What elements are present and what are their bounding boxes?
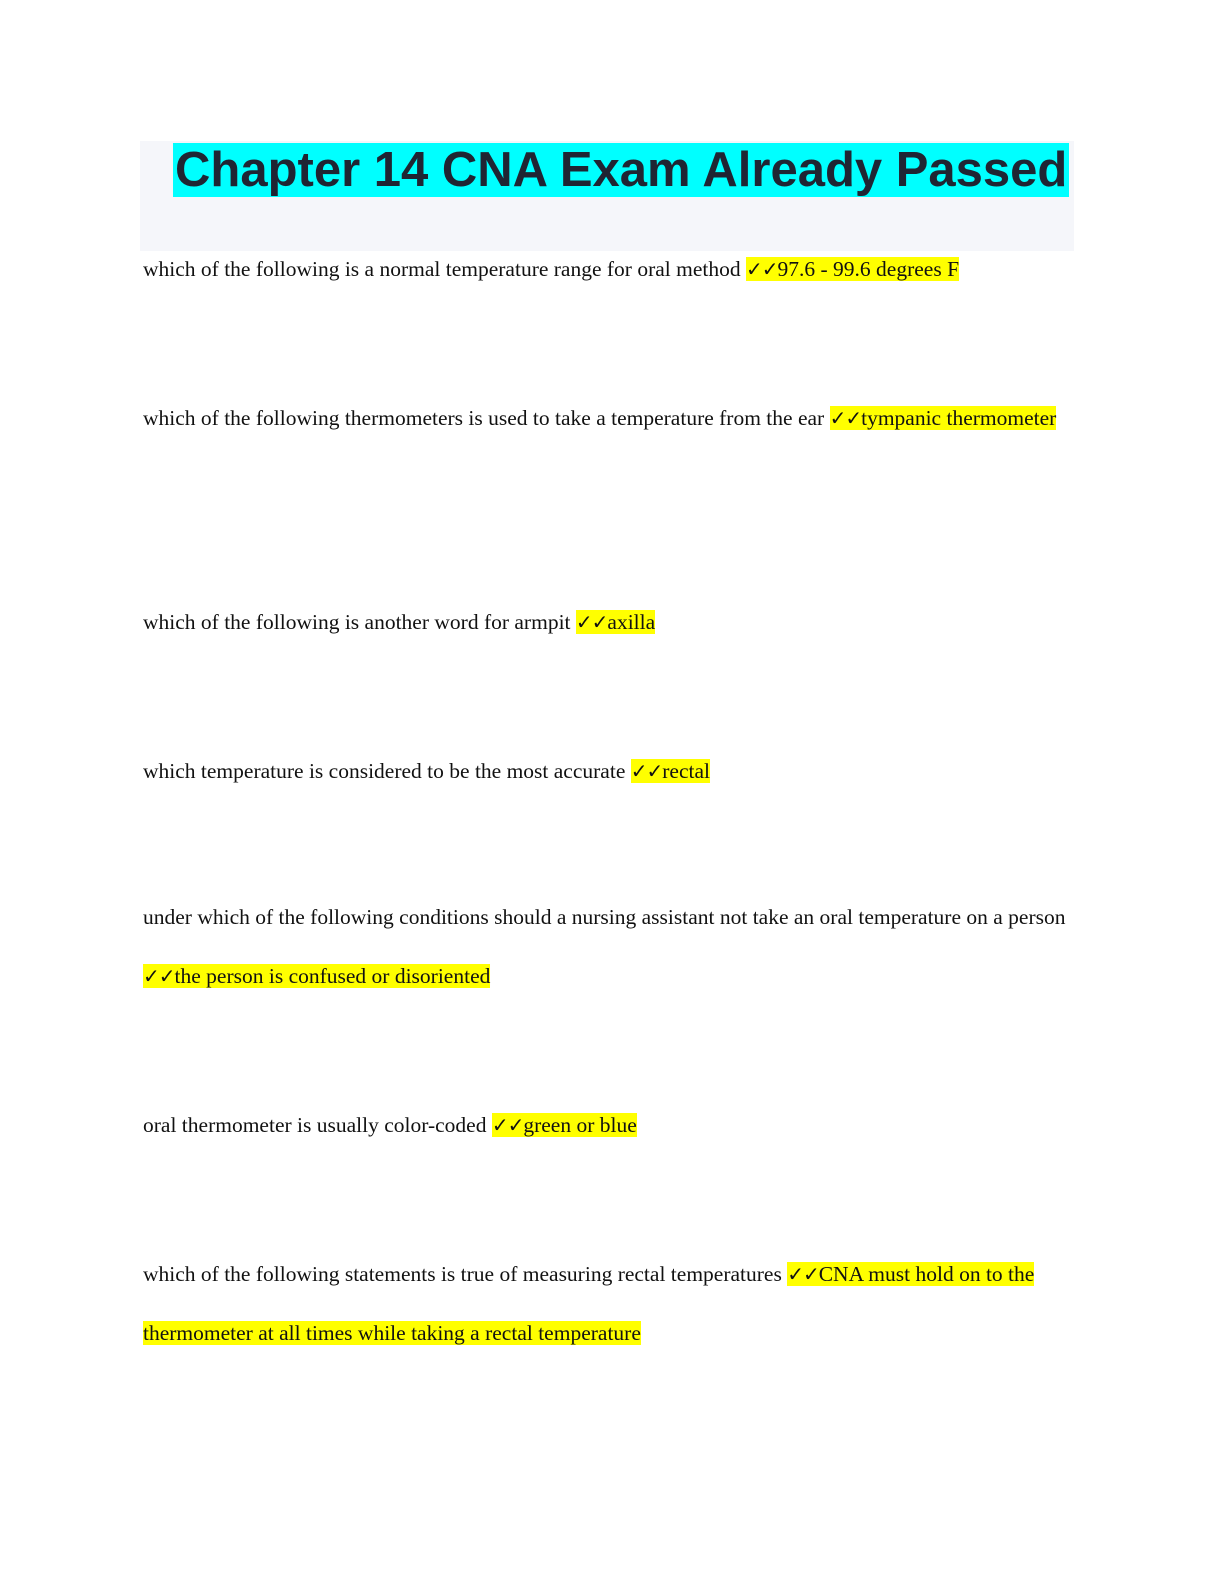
answer-text: tympanic thermometer [861,406,1057,430]
check-icon: ✓✓ [630,759,663,783]
question-text: which of the following thermometers is used to take a temperature from the ear [143,406,825,430]
answer-highlight [492,1113,637,1137]
qa-item [143,240,1073,299]
qa-item [143,593,1073,652]
answer-highlight [746,257,959,281]
question-text: which of the following statements is true of measuring rectal temperatures [143,1262,782,1286]
answer-text: green or blue [523,1113,637,1137]
answer-text: axilla [607,610,656,634]
check-icon: ✓✓ [746,257,778,281]
qa-item [143,742,1073,801]
qa-item [143,1096,1073,1155]
qa-item [143,389,1073,448]
question-text: which of the following is another word for armpit [143,610,571,634]
answer-highlight [631,759,710,783]
answer-highlight [830,406,1057,430]
answer-text: 97.6 - 99.6 degrees F [777,257,960,281]
check-icon: ✓✓ [491,1113,524,1137]
answer-text: the person is confused or disoriented [174,964,491,988]
qa-item [143,1245,1073,1363]
answer-highlight [143,964,490,988]
check-icon: ✓✓ [143,964,175,988]
question-text: under which of the following conditions should a nursing assistant not take an oral temperature on a person [143,905,1066,929]
question-text: which temperature is considered to be the most accurate [143,759,626,783]
answer-highlight [576,610,655,634]
question-text: oral thermometer is usually color-coded [143,1113,487,1137]
answer-text: rectal [662,759,711,783]
check-icon: ✓✓ [829,406,862,430]
document-title: Chapter 14 CNA Exam Already Passed [175,143,1068,197]
check-icon: ✓✓ [787,1262,819,1286]
answer-text: CNA must hold on to the thermometer at all times while taking a rectal temperature [143,1262,1035,1345]
question-text: which of the following is a normal temperature range for oral method [143,257,741,281]
check-icon: ✓✓ [575,610,608,634]
qa-item [143,888,1073,1006]
